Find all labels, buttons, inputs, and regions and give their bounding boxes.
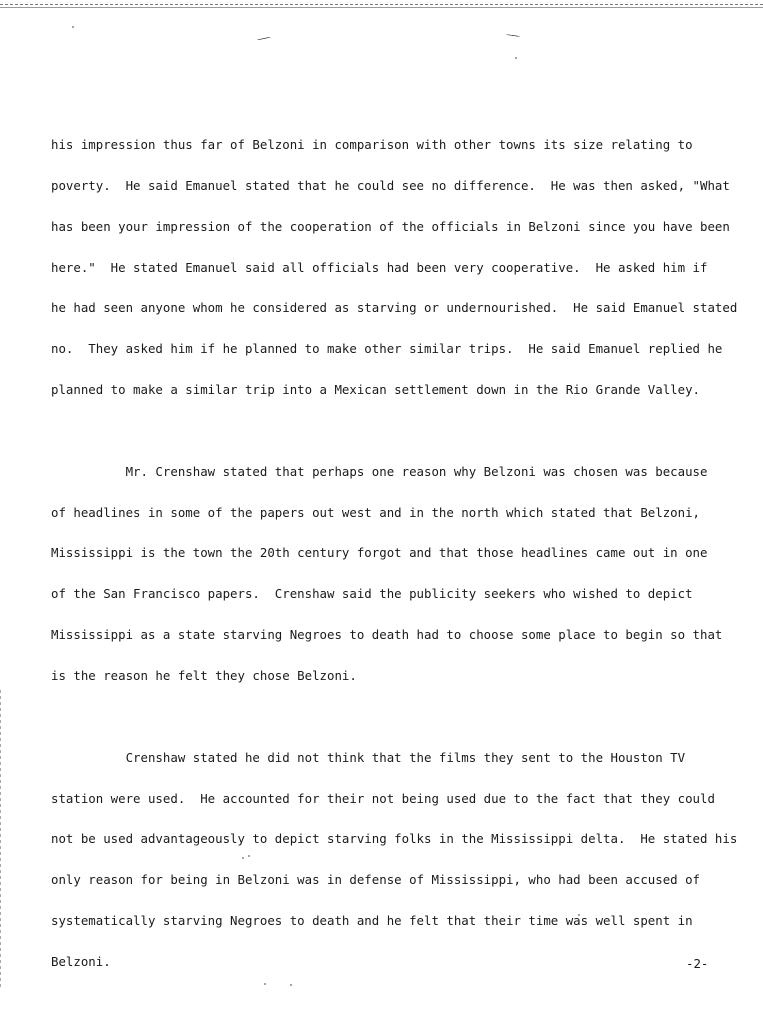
text-line: poverty. He said Emanuel stated that he could see no difference. He was then asked, "What [51, 177, 730, 193]
scan-speck [515, 57, 517, 59]
text-line: here." He stated Emanuel said all officials had been very cooperative. He asked him if [51, 259, 708, 275]
text-line: not be used advantageously to depict starving folks in the Mississippi delta. He stated his [51, 831, 738, 847]
text-line: is the reason he felt they chose Belzoni. [51, 667, 357, 683]
top-border-rule-inner [0, 7, 763, 8]
text-line: station were used. He accounted for their not being used due to the fact that they could [51, 790, 715, 806]
text-line: Mississippi is the town the 20th century forgot and that those headlines came out in one [51, 545, 708, 561]
text-line: Mississippi as a state starving Negroes to death had to choose some place to begin so that [51, 626, 723, 642]
top-border-rule [0, 4, 763, 5]
page-number: -2- [686, 956, 709, 971]
scan-mark [506, 34, 520, 37]
scan-speck [72, 26, 74, 28]
paragraph-2 [51, 438, 751, 710]
scan-mark [257, 37, 271, 41]
document-body [51, 111, 751, 1009]
text-line: planned to make a similar trip into a Mexican settlement down in the Rio Grande Valley. [51, 381, 701, 397]
paragraph-1 [51, 111, 751, 424]
text-line: Belzoni. [51, 953, 111, 969]
text-line: he had seen anyone whom he considered as starving or undernourished. He said Emanuel stated [51, 300, 738, 316]
left-scan-edge [0, 690, 1, 990]
text-line: Crenshaw stated he did not think that the films they sent to the Houston TV [51, 749, 686, 765]
text-line: systematically starving Negroes to death and he felt that their time was well spent in [51, 912, 693, 928]
text-line: no. They asked him if he planned to make other similar trips. He said Emanuel replied he [51, 341, 723, 357]
text-line: only reason for being in Belzoni was in defense of Mississippi, who had been accused of [51, 872, 701, 888]
paragraph-3 [51, 724, 751, 996]
text-line: his impression thus far of Belzoni in comparison with other towns its size relating to [51, 137, 693, 153]
text-line: Mr. Crenshaw stated that perhaps one reason why Belzoni was chosen was because [51, 463, 708, 479]
text-line: of the San Francisco papers. Crenshaw said the publicity seekers who wished to depict [51, 586, 693, 602]
text-line: of headlines in some of the papers out west and in the north which stated that Belzoni, [51, 504, 701, 520]
text-line: has been your impression of the cooperation of the officials in Belzoni since you have been [51, 218, 730, 234]
